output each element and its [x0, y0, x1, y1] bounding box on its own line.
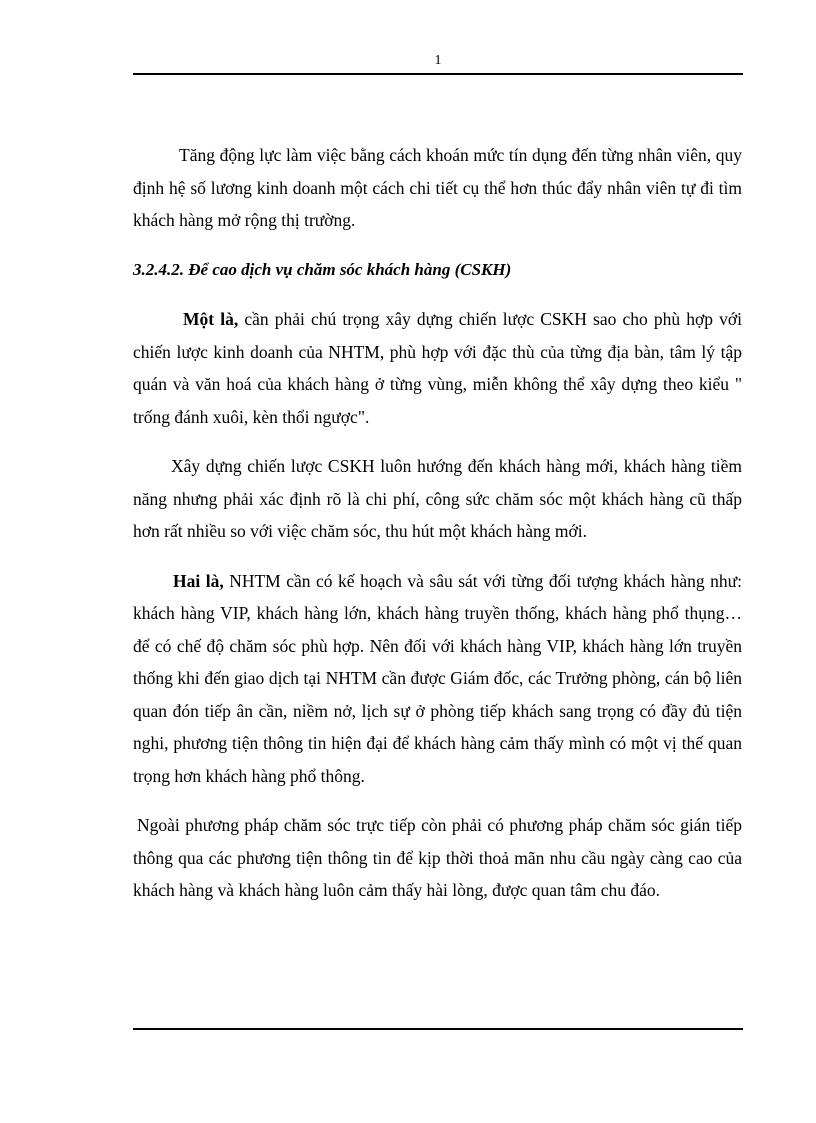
paragraph-strategy: Xây dựng chiến lược CSKH luôn hướng đến khách hàng mới, khách hàng tiềm năng nhưng phải xác định rõ là chi phí, công sức chăm sóc một khách hàng cũ thấp hơn rất nhiều so với việc chăm sóc, thu hút một khách hàng mới. [133, 456, 742, 541]
second-point-lead: Hai là, [173, 570, 224, 591]
first-point-lead: Một là, [183, 309, 239, 329]
section-heading: 3.2.4.2. Để cao dịch vụ chăm sóc khách hàng (CSKH) [133, 259, 512, 279]
first-point-text: cần phải chú trọng xây dựng chiến lược CSKH sao cho phù hợp với chiến lược kinh doanh của NHTM, phù hợp với đặc thù của từng địa bàn, tâm lý tập quán và văn hoá của khách hàng ở từng vùng, miễn không thể xây dựng theo kiểu " trống đánh xuôi, kèn thổi ngược". [133, 309, 742, 427]
paragraph-incentive: Tăng động lực làm việc bằng cách khoán mức tín dụng đến từng nhân viên, quy định hệ số lương kinh doanh một cách chi tiết cụ thể hơn thúc đẩy nhân viên tự đi tìm khách hàng mở rộng thị trường. [133, 145, 742, 230]
document-body [133, 139, 742, 907]
page-number: 1 [434, 53, 442, 68]
paragraph-first-point [133, 303, 742, 433]
header-rule [133, 73, 743, 75]
paragraph-second-point [133, 565, 742, 793]
footer-rule [133, 1028, 743, 1030]
second-point-text: NHTM cần có kế hoạch và sâu sát với từng đối tượng khách hàng như: khách hàng VIP, khách hàng lớn, khách hàng truyền thống, khách hàng phổ thụng… để có chế độ chăm sóc phù hợp. Nên đối với khách hàng VIP, khách hàng lớn truyền thống khi đến giao dịch tại NHTM cần được Giám đốc, các Trưởng phòng, cán bộ liên quan đón tiếp ân cần, niềm nở, lịch sự ở phòng tiếp khách sang trọng có đầy đủ tiện nghi, phương tiện thông tin hiện đại để khách hàng cảm thấy mình có một vị thế quan trọng hơn khách hàng phổ thông. [133, 570, 742, 786]
paragraph-indirect-care: Ngoài phương pháp chăm sóc trực tiếp còn phải có phương pháp chăm sóc gián tiếp thông qua các phương tiện thông tin để kịp thời thoả mãn nhu cầu ngày càng cao của khách hàng và khách hàng luôn cảm thấy hài lòng, được quan tâm chu đáo. [133, 815, 742, 900]
